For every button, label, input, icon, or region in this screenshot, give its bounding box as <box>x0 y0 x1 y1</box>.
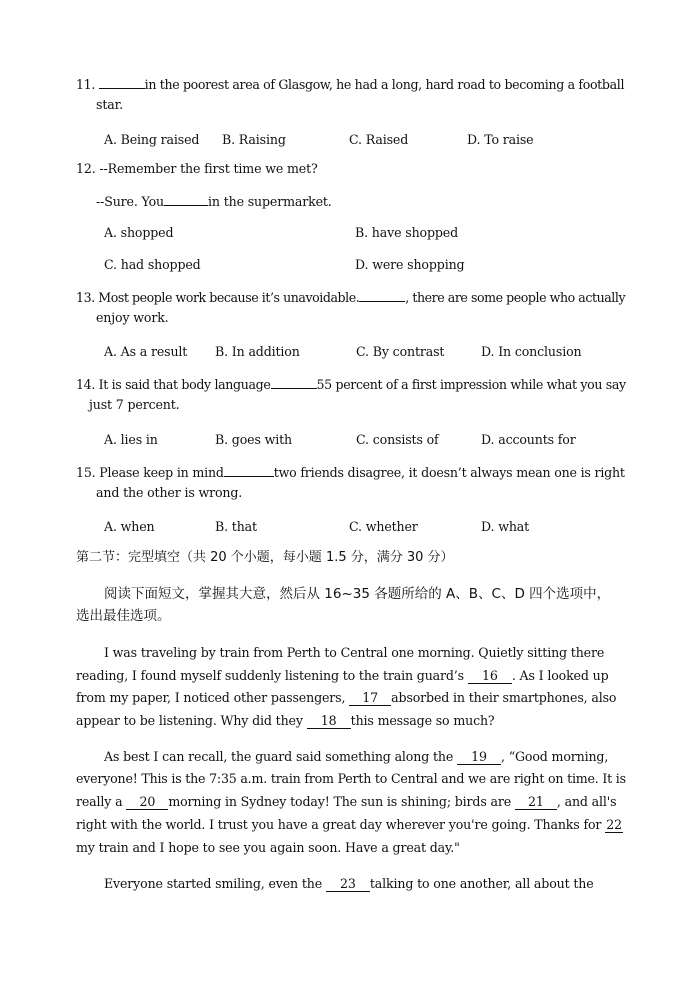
option-a: A. shopped <box>104 225 174 240</box>
option-d: D. To raise <box>467 132 534 147</box>
passage-p2-line-2: everyone! This is the 7:35 a.m. train from Perth to Central and we are right on time. It is <box>76 771 626 786</box>
passage-p1-line-3: from my paper, I noticed other passengers, 17 absorbed in their smartphones, also <box>76 690 617 705</box>
question-12-line-1 <box>76 161 318 177</box>
section-instructions-line-2: 选出最佳选项。 <box>76 608 171 624</box>
option-c: C. Raised <box>349 132 409 147</box>
question-13-line-2: enjoy work. <box>96 310 169 325</box>
blank-23: 23 <box>326 877 370 892</box>
blank-21: 21 <box>515 795 557 810</box>
option-b: B. In addition <box>215 344 300 359</box>
blank-17: 17 <box>349 691 391 706</box>
option-a: A. As a result <box>104 344 188 359</box>
question-12-line-2 <box>96 193 332 210</box>
option-b: B. that <box>215 519 257 534</box>
question-text: It is said that body language <box>98 377 271 392</box>
question-13-line-1 <box>76 289 625 306</box>
option-d: D. were shopping <box>355 257 465 272</box>
question-15-line-2: and the other is wrong. <box>96 485 243 500</box>
passage-p2-line-3: really a 20 morning in Sydney today! The sun is shining; birds are 21 , and all's <box>76 794 617 809</box>
answer-blank <box>164 193 208 206</box>
blank-22: 22 <box>606 817 622 832</box>
option-d: D. what <box>481 519 530 534</box>
option-c: C. By contrast <box>356 344 445 359</box>
question-number: 15. <box>76 465 96 480</box>
question-text: in the supermarket. <box>208 194 332 209</box>
question-number: 11. <box>76 77 95 92</box>
option-b: B. have shopped <box>355 225 458 240</box>
question-11-line-2: star. <box>96 97 123 112</box>
option-b: B. Raising <box>222 132 286 147</box>
question-14-line-2: just 7 percent. <box>89 397 180 412</box>
passage-p2-line-4: right with the world. I trust you have a great day wherever you're going. Thanks for 22 <box>76 817 622 832</box>
answer-blank <box>271 376 317 389</box>
passage-p1-line-2: reading, I found myself suddenly listening to the train guard’s 16 . As I looked up <box>76 668 609 683</box>
option-d: D. accounts for <box>481 432 576 447</box>
question-text: 55 percent of a first impression while what you say <box>316 377 626 392</box>
option-a: A. lies in <box>104 432 158 447</box>
option-a: A. Being raised <box>104 132 200 147</box>
question-text: --Sure. You <box>96 194 164 209</box>
passage-p1-line-1: I was traveling by train from Perth to Central one morning. Quietly sitting there <box>104 645 605 660</box>
section-heading: 第二节：完型填空（共 20 个小题，每小题 1.5 分，满分 30 分） <box>76 550 454 565</box>
passage-p3-line-1: Everyone started smiling, even the 23 talking to one another, all about the <box>104 876 594 891</box>
question-11-line-1 <box>76 76 624 93</box>
question-text: two friends disagree, it doesn’t always mean one is right <box>273 465 625 480</box>
blank-20: 20 <box>126 795 168 810</box>
question-text: Most people work because it’s unavoidable. <box>98 290 360 305</box>
option-c: C. had shopped <box>104 257 201 272</box>
question-14-line-1 <box>76 376 626 393</box>
option-c: C. whether <box>349 519 418 534</box>
option-c: C. consists of <box>356 432 439 447</box>
option-a: A. when <box>104 519 155 534</box>
question-text: Please keep in mind <box>99 465 224 480</box>
question-text: --Remember the first time we met? <box>99 161 318 176</box>
blank-19: 19 <box>457 750 501 765</box>
answer-blank <box>99 76 145 89</box>
question-text: , there are some people who actually <box>405 290 626 305</box>
option-d: D. In conclusion <box>481 344 582 359</box>
question-number: 12. <box>76 161 96 176</box>
question-15-line-1 <box>76 464 625 481</box>
passage-p1-line-4: appear to be listening. Why did they 18 this message so much? <box>76 713 495 728</box>
answer-blank <box>359 289 405 302</box>
question-text: in the poorest area of Glasgow, he had a long, hard road to becoming a football <box>144 77 625 92</box>
question-number: 14. <box>76 377 95 392</box>
question-number: 13. <box>76 290 95 305</box>
passage-p2-line-1: As best I can recall, the guard said something along the 19 , “Good morning, <box>104 749 609 764</box>
option-b: B. goes with <box>215 432 293 447</box>
passage-p2-line-5: my train and I hope to see you again soon. Have a great day." <box>76 840 460 855</box>
answer-blank <box>224 464 274 477</box>
section-instructions-line-1: 阅读下面短文，掌握其大意，然后从 16~35 各题所给的 A、B、C、D 四个选项中， <box>104 586 611 602</box>
blank-16: 16 <box>468 669 512 684</box>
blank-18: 18 <box>307 714 351 729</box>
